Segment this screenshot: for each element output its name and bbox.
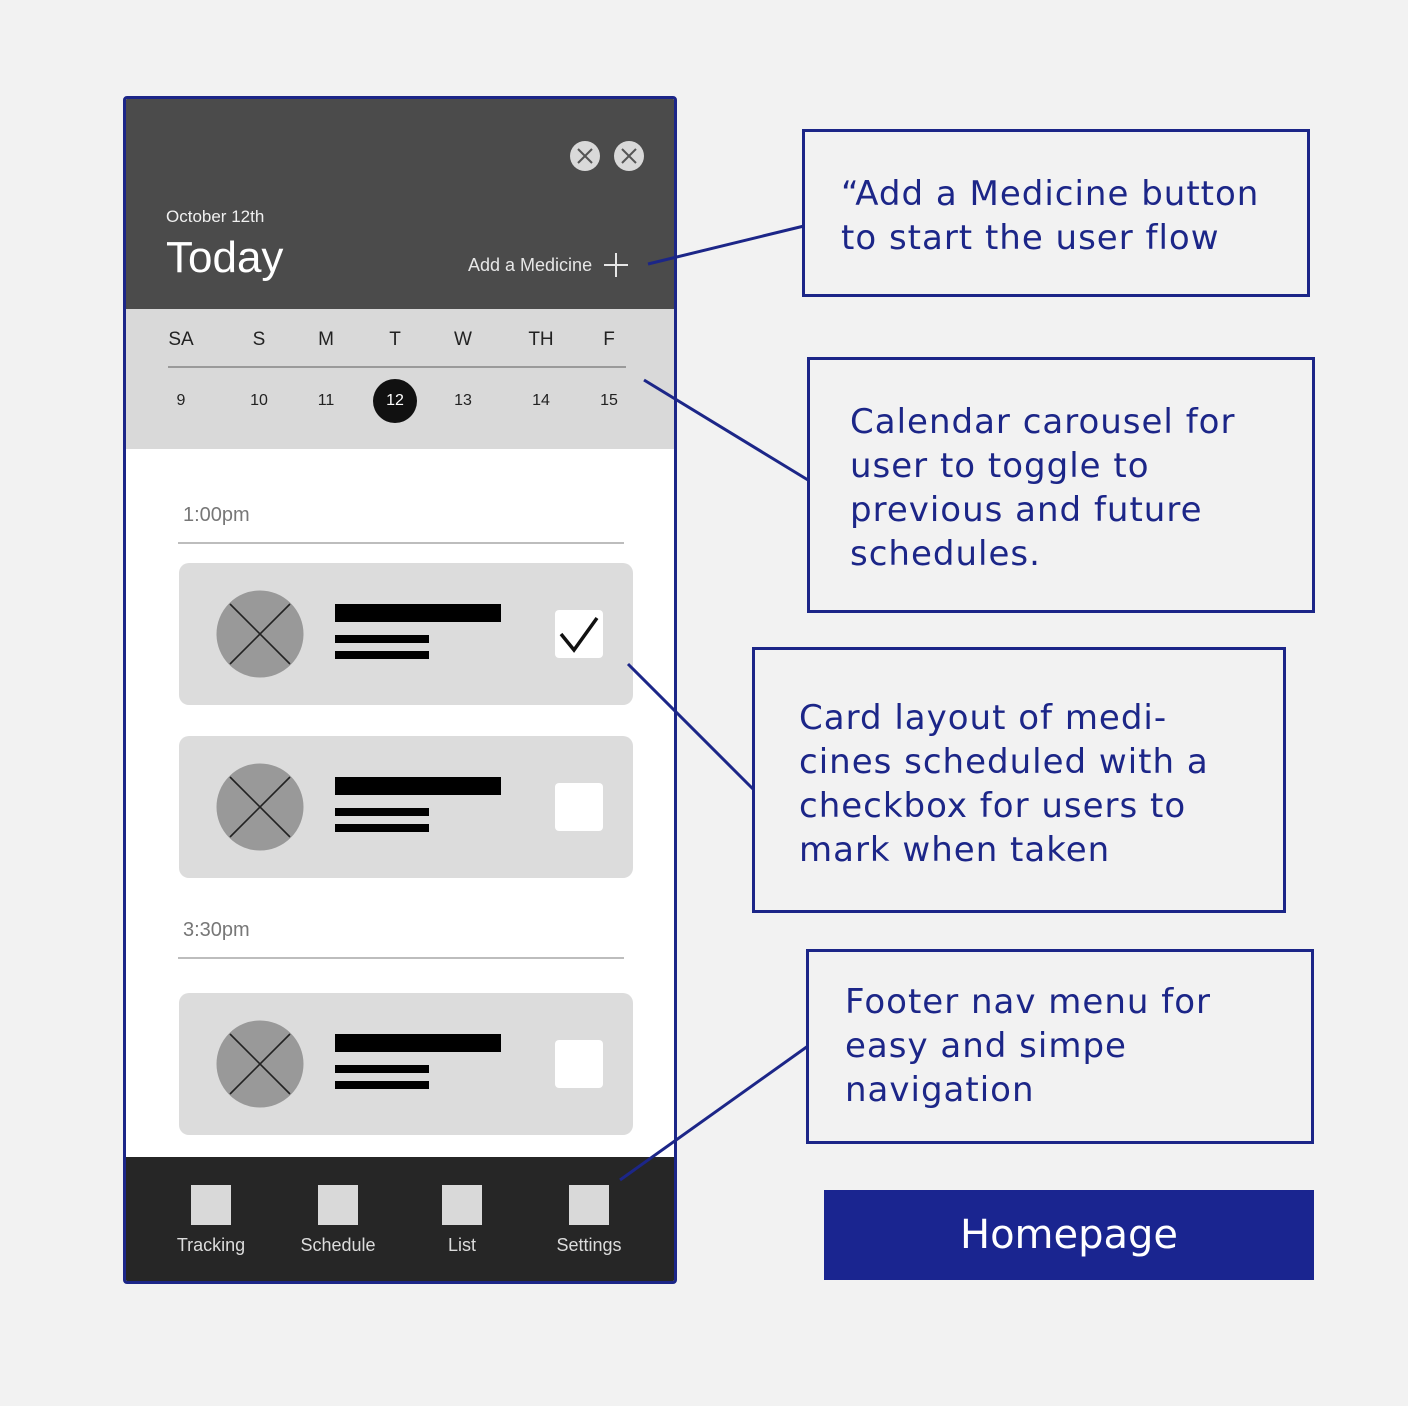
time-slot-label: 3:30pm [183, 919, 250, 941]
calendar-day-number: 13 [454, 392, 472, 409]
medicine-name-placeholder [335, 777, 501, 795]
phone-frame [123, 96, 677, 1284]
nav-placeholder-icon [318, 1185, 358, 1225]
calendar-day-label: F [603, 329, 615, 350]
calendar-day-number: 11 [317, 392, 335, 409]
medicine-detail-placeholder [335, 808, 429, 816]
date-subtitle: October 12th [166, 207, 265, 226]
nav-item-tracking[interactable] [151, 1185, 271, 1256]
medicine-card[interactable] [179, 563, 633, 705]
annotation-add-medicine [802, 129, 1310, 297]
image-placeholder-icon [216, 763, 304, 851]
page-title: Today [166, 233, 284, 282]
nav-item-list[interactable] [402, 1185, 522, 1256]
nav-placeholder-icon [191, 1185, 231, 1225]
image-placeholder-icon [216, 590, 304, 678]
medicine-detail-placeholder [335, 635, 429, 643]
taken-checkbox[interactable] [555, 1040, 603, 1088]
nav-label: Tracking [176, 1235, 246, 1255]
nav-label: Settings [556, 1235, 622, 1255]
footer-nav [126, 1157, 674, 1281]
annotation-footer [806, 949, 1314, 1144]
taken-checkbox[interactable] [555, 610, 603, 658]
calendar-day-number: 15 [600, 392, 618, 409]
divider [178, 957, 624, 959]
calendar-day-number: 9 [176, 392, 186, 409]
calendar-day-number: 10 [250, 392, 268, 409]
nav-placeholder-icon [569, 1185, 609, 1225]
medicine-detail-placeholder [335, 1065, 429, 1073]
taken-checkbox[interactable] [555, 783, 603, 831]
medicine-card[interactable] [179, 993, 633, 1135]
medicine-name-placeholder [335, 604, 501, 622]
nav-item-settings[interactable] [529, 1185, 649, 1256]
calendar-day-label: W [454, 329, 472, 350]
calendar-day-label: S [252, 329, 266, 350]
nav-placeholder-icon [442, 1185, 482, 1225]
medicine-name-placeholder [335, 1034, 501, 1052]
annotation-text: Card layout of medi- cines scheduled with a checkbox for users to mark when taken [799, 698, 1209, 870]
image-placeholder-icon [216, 1020, 304, 1108]
page-label: Homepage [824, 1190, 1314, 1280]
nav-label: List [447, 1235, 476, 1255]
calendar-day-number: 14 [532, 392, 550, 409]
calendar-day-number: 12 [373, 379, 417, 423]
calendar-day-label: M [318, 329, 334, 350]
add-medicine-label: Add a Medicine [468, 254, 593, 275]
calendar-day-label: SA [168, 329, 194, 350]
schedule-list [126, 99, 674, 1157]
medicine-detail-placeholder [335, 1081, 429, 1089]
annotation-cards [752, 647, 1286, 913]
medicine-detail-placeholder [335, 651, 429, 659]
checkmark-icon [555, 610, 603, 658]
medicine-card[interactable] [179, 736, 633, 878]
annotation-calendar [807, 357, 1315, 613]
nav-label: Schedule [300, 1235, 376, 1255]
annotation-text: Footer nav menu for easy and simpe navigation [845, 982, 1211, 1110]
nav-item-schedule[interactable] [278, 1185, 398, 1256]
calendar-day-label: TH [528, 329, 554, 350]
annotation-text: Calendar carousel for user to toggle to previous and future schedules. [850, 402, 1236, 574]
medicine-detail-placeholder [335, 824, 429, 832]
calendar-day-label: T [389, 329, 401, 350]
annotation-text: “Add a Medicine button to start the user flow [841, 174, 1260, 258]
time-slot-label: 1:00pm [183, 504, 250, 526]
divider [178, 542, 624, 544]
